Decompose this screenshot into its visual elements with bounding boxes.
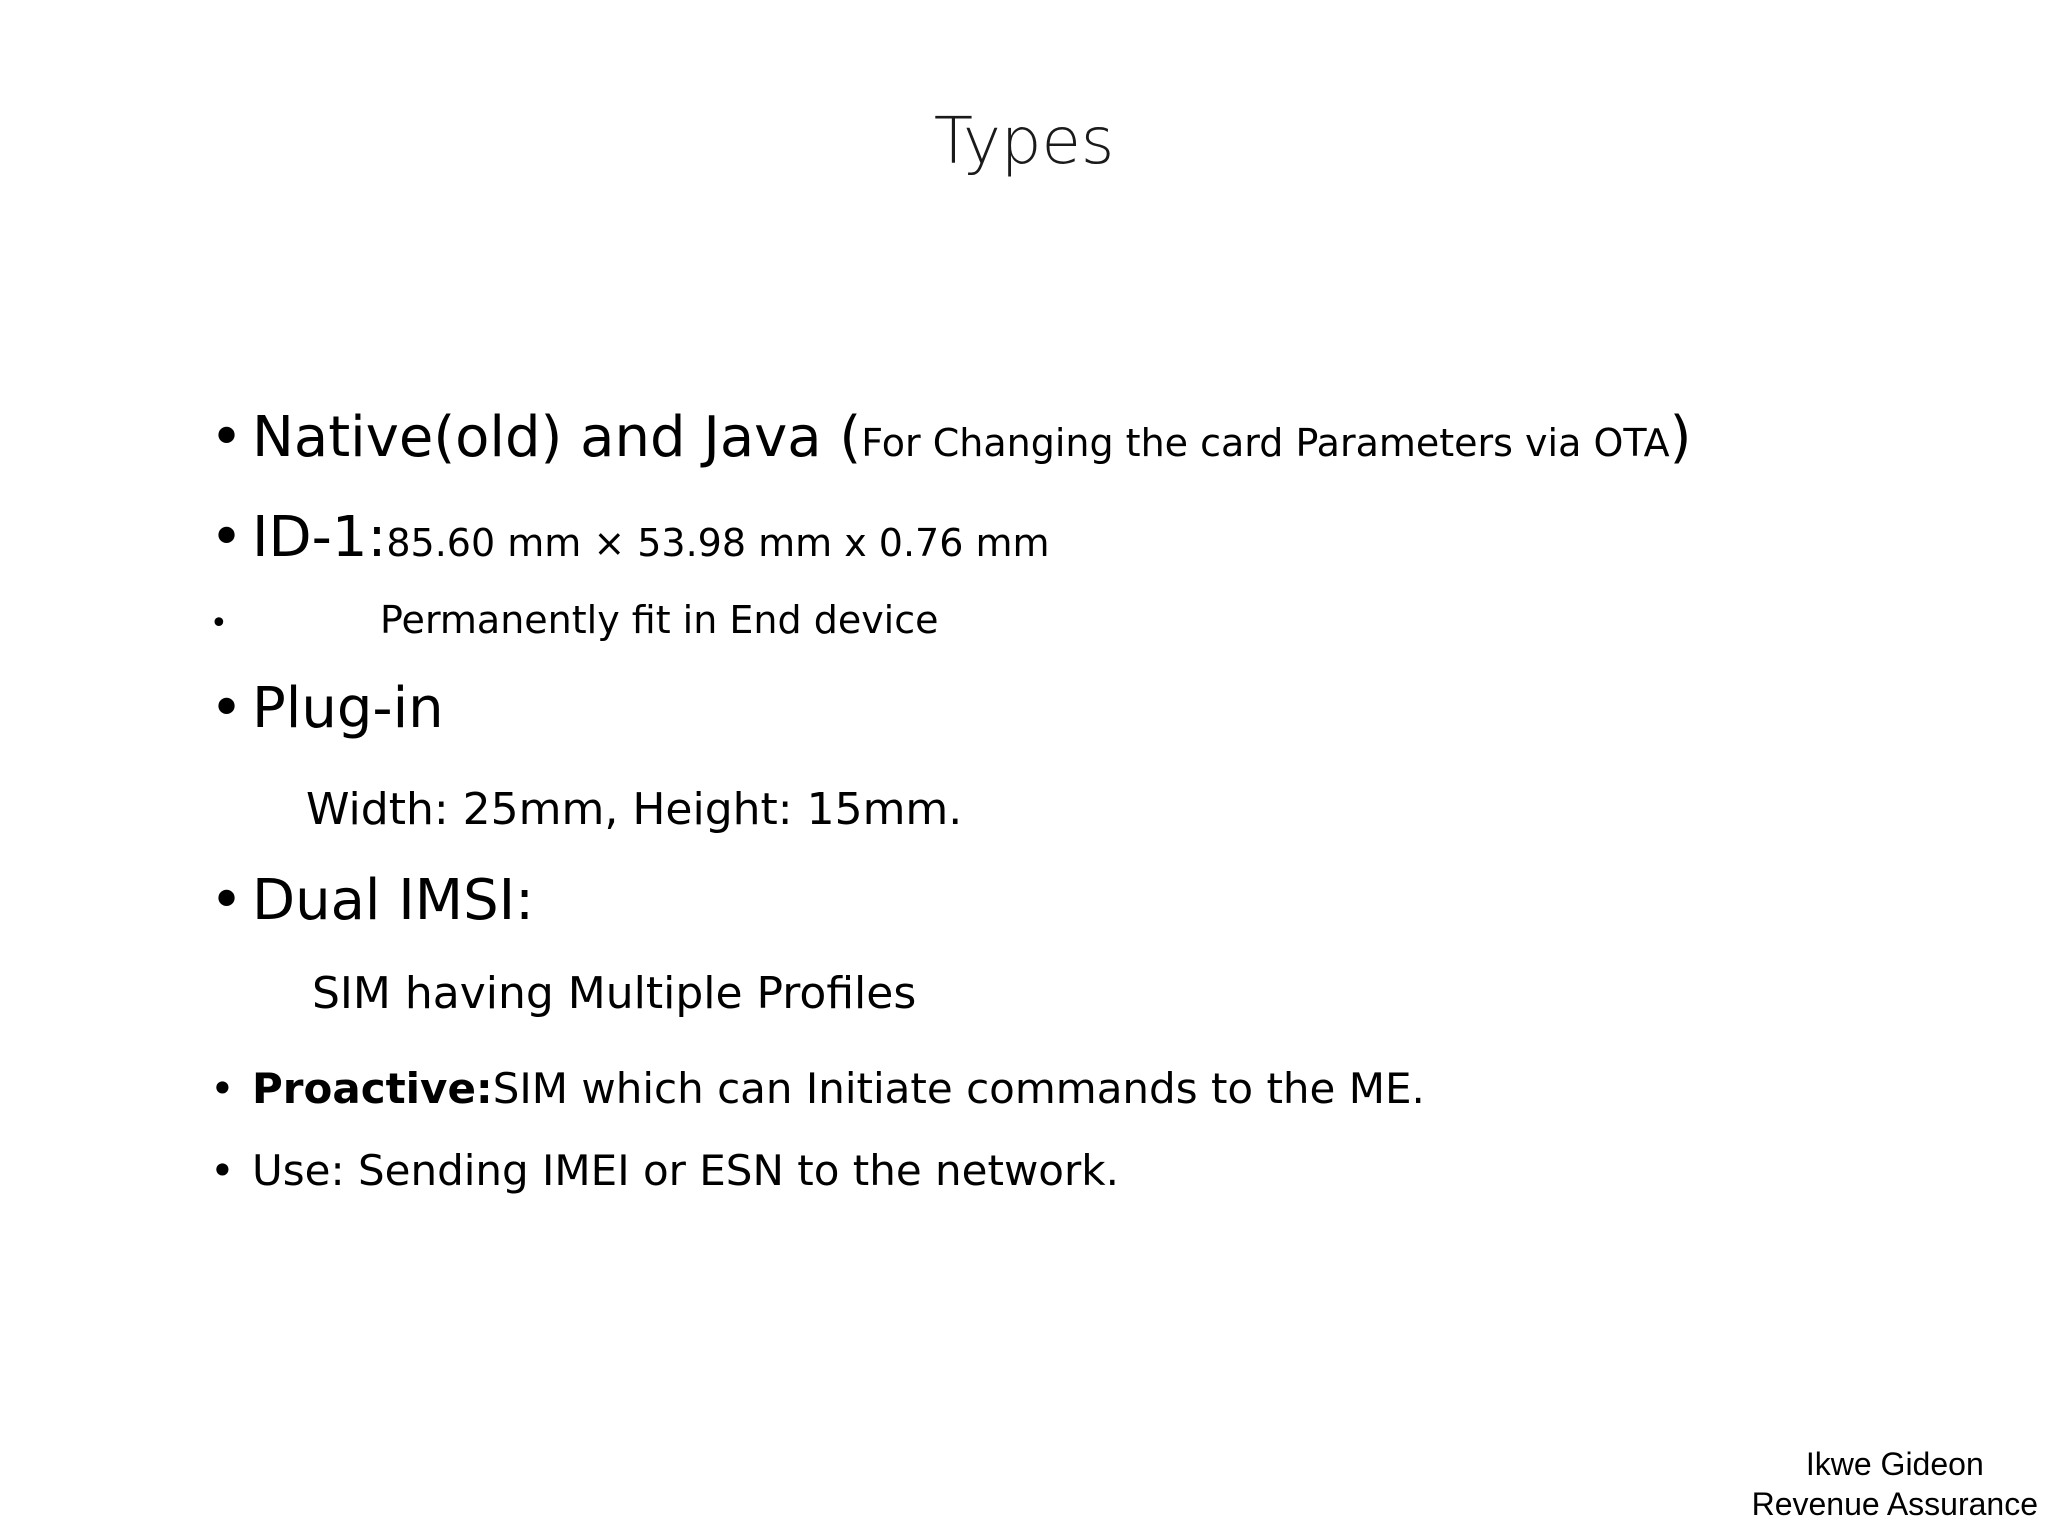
bullet-dual-imsi <box>210 868 534 933</box>
bullet-dot: • <box>210 868 244 933</box>
bullet-text: Permanently fit in End device <box>380 598 939 642</box>
bullet-id1 <box>210 505 1050 570</box>
bullet-main-text: Dual IMSI: <box>252 868 535 933</box>
bullet-main-text: ID-1: <box>252 505 387 570</box>
bullet-text: SIM which can Initiate commands to the ME. <box>492 1064 1425 1113</box>
footer-department: Revenue Assurance <box>1751 1486 2038 1522</box>
bullet-text: Use: Sending IMEI or ESN to the network. <box>252 1146 1119 1195</box>
footer-author-name: Ikwe Gideon <box>1805 1446 1984 1482</box>
bullet-detail-text: For Changing the card Parameters via OTA <box>861 421 1670 465</box>
bullet-permanently-fit <box>210 598 939 642</box>
bullet-dot: • <box>210 405 244 470</box>
bullet-proactive <box>210 1064 1425 1113</box>
footer-credit <box>1752 1444 2038 1524</box>
plug-in-dimensions: Width: 25mm, Height: 15mm. <box>306 784 963 835</box>
bullet-dot: • <box>210 1064 235 1113</box>
bullet-plug-in <box>210 676 444 741</box>
bullet-native-java <box>210 405 1691 470</box>
slide-title: Types <box>933 105 1115 179</box>
bullet-main-text: Plug-in <box>252 676 444 741</box>
bullet-label: Proactive: <box>252 1064 493 1113</box>
bullet-detail-text: 85.60 mm × 53.98 mm x 0.76 mm <box>386 521 1050 565</box>
bullet-dot: • <box>210 676 244 741</box>
bullet-use <box>210 1146 1119 1195</box>
bullet-close-paren: ) <box>1669 405 1692 470</box>
bullet-main-text: Native(old) and Java ( <box>252 405 862 470</box>
bullet-dot: • <box>210 1146 235 1195</box>
bullet-dot: • <box>210 606 228 641</box>
dual-imsi-description: SIM having Multiple Profiles <box>312 968 917 1019</box>
bullet-dot: • <box>210 505 244 570</box>
